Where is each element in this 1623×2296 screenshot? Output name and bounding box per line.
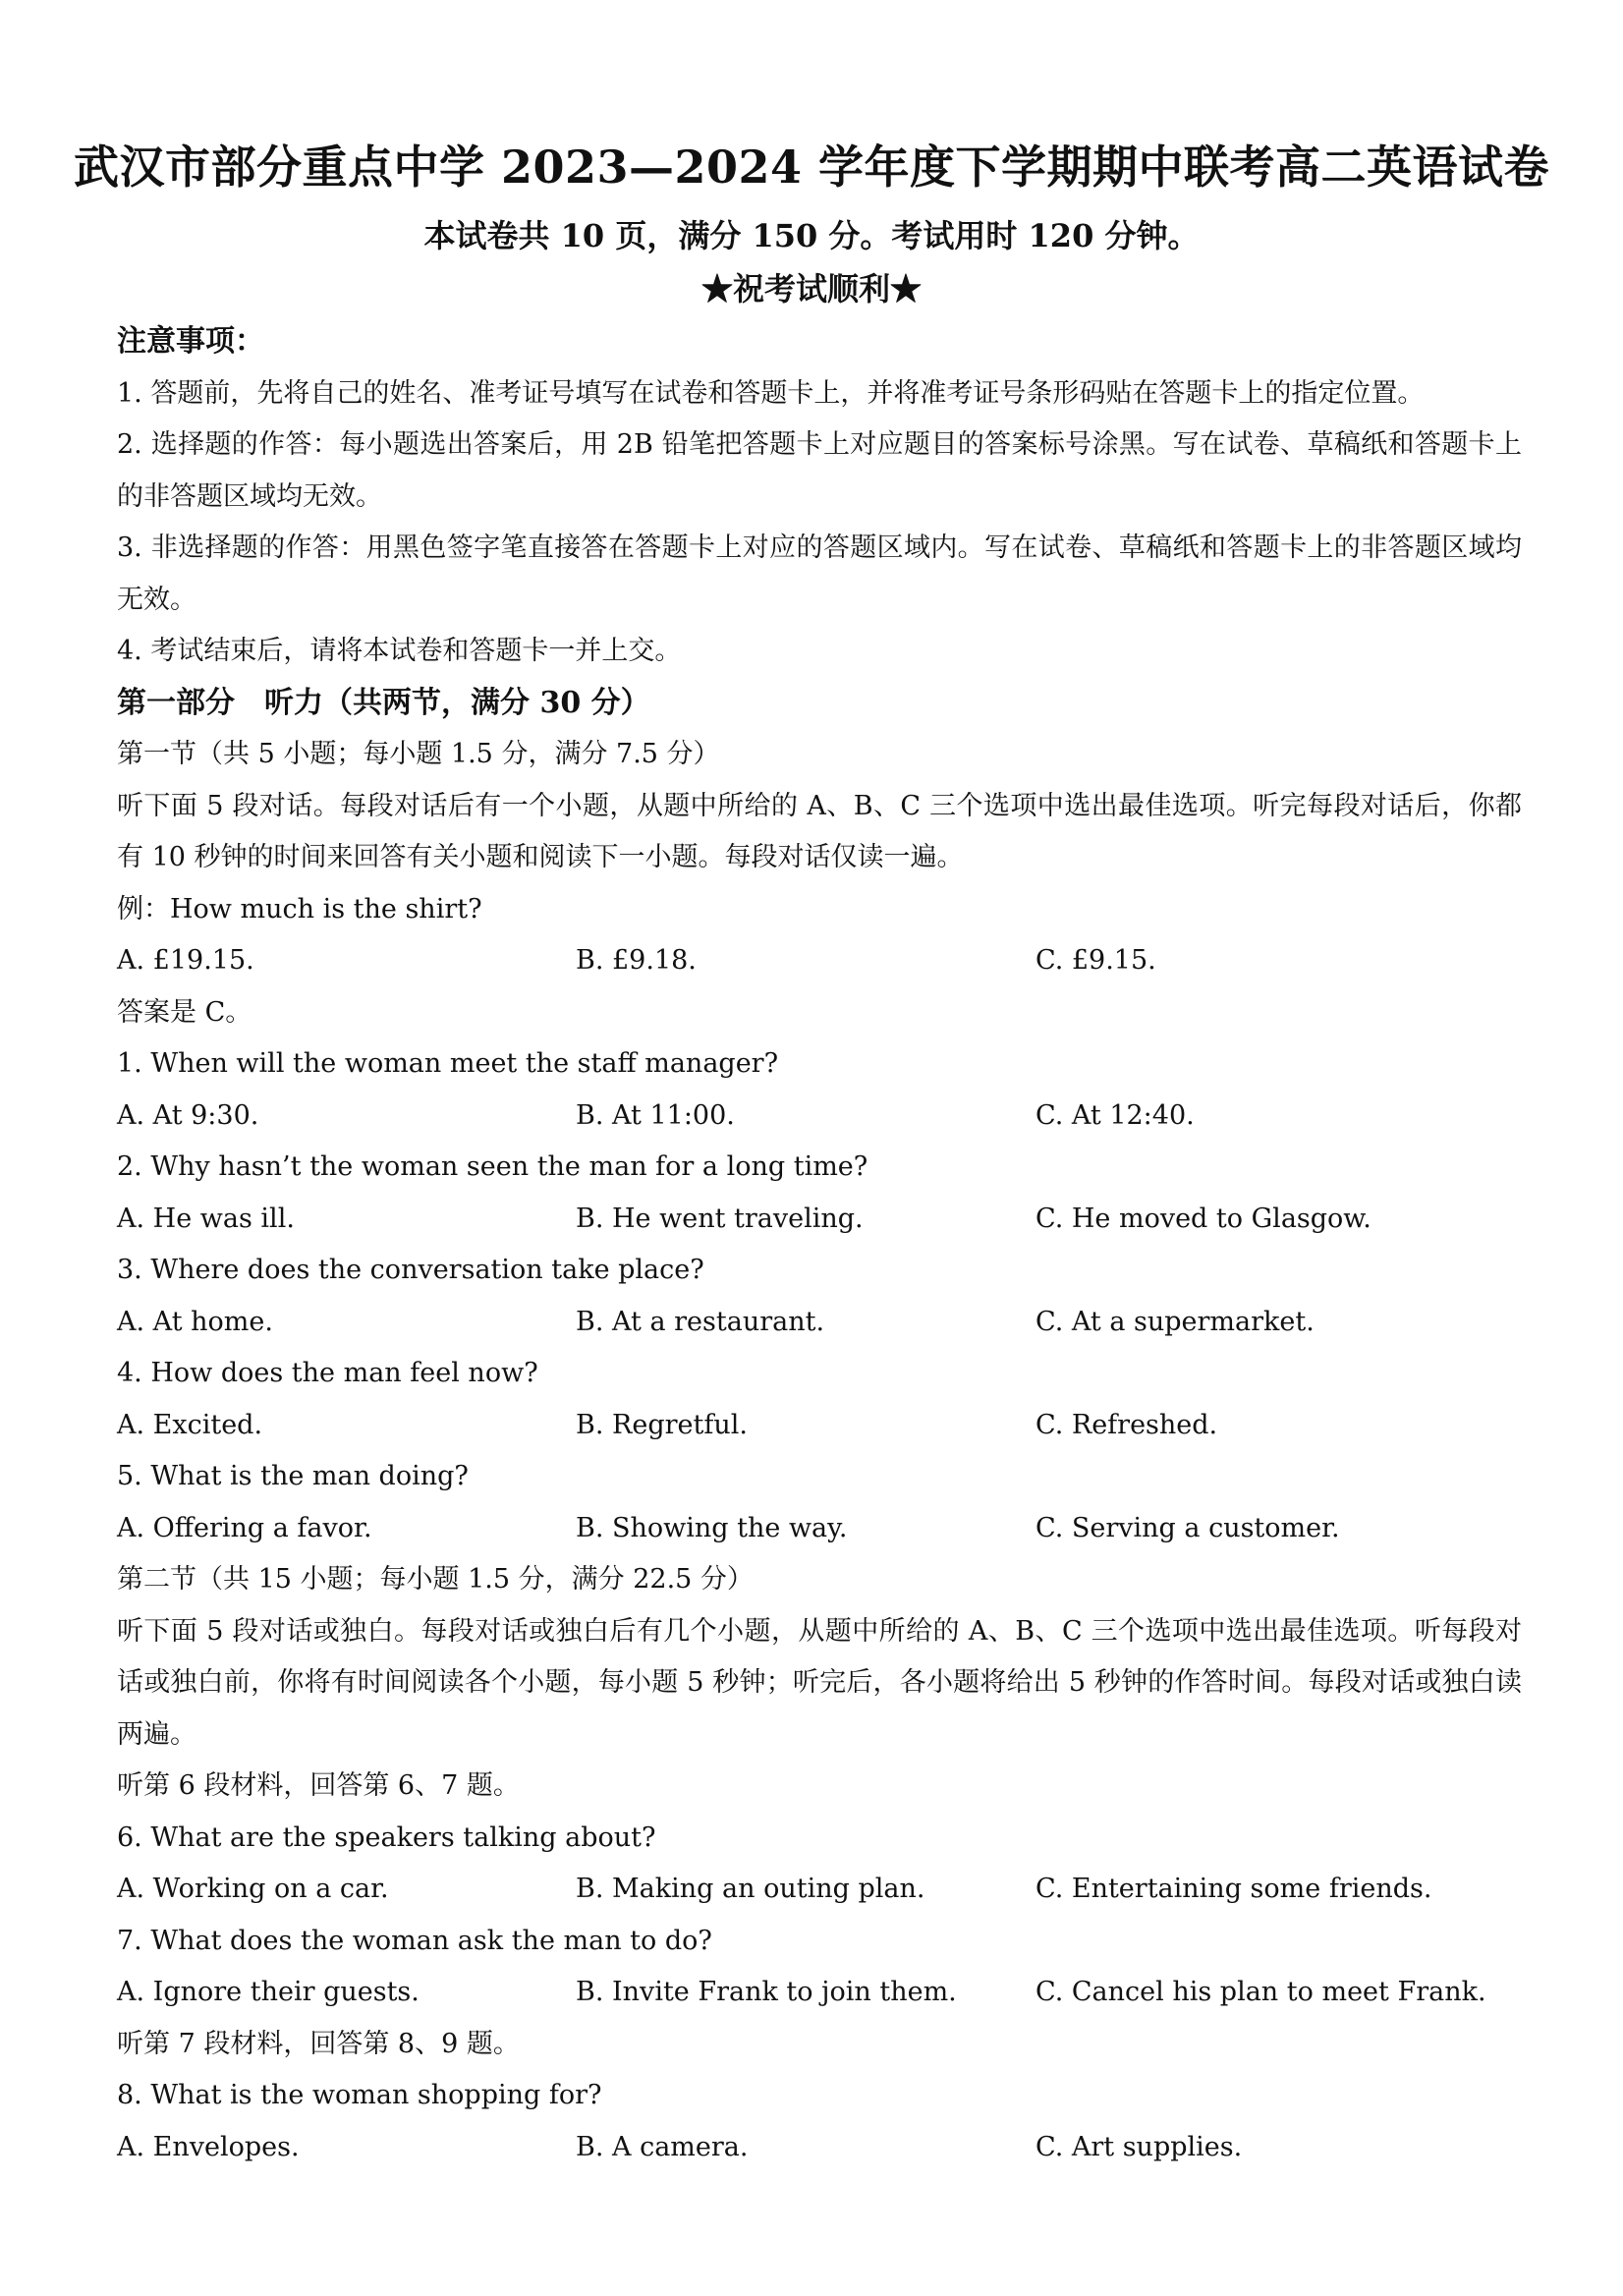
option-b: B. Invite Frank to join them.	[576, 1977, 957, 2007]
question-2-options	[117, 1194, 1522, 1246]
question-8-options	[117, 2122, 1522, 2174]
question-1: 1. When will the woman meet the staff manager?	[117, 1048, 779, 1079]
section1-instructions: 听下面 5 段对话。每段对话后有一个小题，从题中所给的 A、B、C 三个选项中选出最佳选项。听完每段对话后，你都有 10 秒钟的时间来回答有关小题和阅读下一小题。每段对话仅读一遍。	[117, 790, 1522, 872]
question-3: 3. Where does the conversation take place?	[117, 1255, 704, 1285]
option-b: B. Showing the way.	[576, 1512, 848, 1543]
option-b: B. A camera.	[576, 2131, 749, 2162]
option-c: C. Refreshed.	[1035, 1409, 1218, 1440]
option-b: B. Making an outing plan.	[576, 1874, 925, 1904]
option-a: A. At home.	[117, 1306, 273, 1337]
option-b: B. Regretful.	[576, 1409, 748, 1440]
question-5: 5. What is the man doing?	[117, 1461, 469, 1491]
exam-wish: ★祝考试顺利★	[700, 270, 922, 308]
option-b: B. At 11:00.	[576, 1099, 735, 1131]
option-c: C. Cancel his plan to meet Frank.	[1035, 1977, 1486, 2007]
option-a: A. Offering a favor.	[117, 1512, 372, 1543]
question-6: 6. What are the speakers talking about?	[117, 1821, 656, 1853]
note-item-4: 4. 考试结束后，请将本试卷和答题卡一并上交。	[117, 636, 682, 666]
question-4: 4. How does the man feel now?	[117, 1358, 538, 1388]
note-item-2: 2. 选择题的作答：每小题选出答案后，用 2B 铅笔把答题卡上对应题目的答案标号涂黑。写在试卷、草稿纸和答题卡上的非答题区域均无效。	[117, 429, 1522, 512]
section2-instructions: 听下面 5 段对话或独白。每段对话或独白后有几个小题，从题中所给的 A、B、C 三个选项中选出最佳选项。听每段对话或独白前，你将有时间阅读各个小题，每小题 5 秒钟；听完后，各小题将给出 5 秒钟的作答时间。每段对话或独白读两遍。	[117, 1615, 1522, 1750]
material-6-label: 听第 6 段材料，回答第 6、7 题。	[117, 1770, 520, 1801]
option-c: C. At a supermarket.	[1035, 1306, 1315, 1337]
example-question: 例：How much is the shirt?	[117, 893, 482, 924]
option-c: C. Serving a customer.	[1035, 1512, 1340, 1543]
question-3-options	[117, 1297, 1522, 1349]
section1-heading: 第一节（共 5 小题；每小题 1.5 分，满分 7.5 分）	[117, 739, 720, 769]
example-answer: 答案是 C。	[117, 996, 252, 1028]
option-b: B. £9.18.	[576, 945, 697, 976]
option-c: C. He moved to Glasgow.	[1035, 1203, 1371, 1234]
question-5-options	[117, 1503, 1522, 1555]
example-options	[117, 935, 1522, 987]
option-b: B. At a restaurant.	[576, 1306, 825, 1337]
note-item-1: 1. 答题前，先将自己的姓名、准考证号填写在试卷和答题卡上，并将准考证号条形码贴在答题卡上的指定位置。	[117, 377, 1425, 409]
option-a: A. Working on a car.	[117, 1874, 389, 1904]
option-c: C. At 12:40.	[1035, 1099, 1195, 1131]
exam-content	[117, 316, 1522, 2173]
option-a: A. £19.15.	[117, 945, 254, 976]
question-7-options	[117, 1967, 1522, 2019]
question-8: 8. What is the woman shopping for?	[117, 2080, 602, 2110]
option-b: B. He went traveling.	[576, 1203, 864, 1234]
question-1-options	[117, 1091, 1522, 1143]
option-a: A. He was ill.	[117, 1203, 295, 1234]
option-c: C. Art supplies.	[1035, 2131, 1243, 2162]
option-a: A. Excited.	[117, 1409, 263, 1440]
option-a: A. At 9:30.	[117, 1099, 259, 1131]
question-7: 7. What does the woman ask the man to do?	[117, 1925, 712, 1956]
material-7-label: 听第 7 段材料，回答第 8、9 题。	[117, 2028, 520, 2059]
option-a: A. Ignore their guests.	[117, 1977, 420, 2007]
exam-subtitle: 本试卷共 10 页，满分 150 分。考试用时 120 分钟。	[423, 217, 1200, 254]
question-6-options	[117, 1864, 1522, 1916]
option-c: C. Entertaining some friends.	[1035, 1874, 1432, 1904]
section2-heading: 第二节（共 15 小题；每小题 1.5 分，满分 22.5 分）	[117, 1564, 754, 1595]
question-4-options	[117, 1400, 1522, 1452]
note-item-3: 3. 非选择题的作答：用黑色签字笔直接答在答题卡上对应的答题区域内。写在试卷、草稿纸和答题卡上的非答题区域均无效。	[117, 532, 1522, 615]
question-2: 2. Why hasn’t the woman seen the man for a long time?	[117, 1151, 868, 1182]
notes-heading: 注意事项：	[117, 324, 264, 359]
part1-heading: 第一部分 听力（共两节，满分 30 分）	[117, 685, 650, 720]
exam-title: 武汉市部分重点中学 2023—2024 学年度下学期期中联考高二英语试卷	[73, 140, 1550, 194]
option-c: C. £9.15.	[1035, 945, 1156, 976]
option-a: A. Envelopes.	[117, 2131, 300, 2162]
